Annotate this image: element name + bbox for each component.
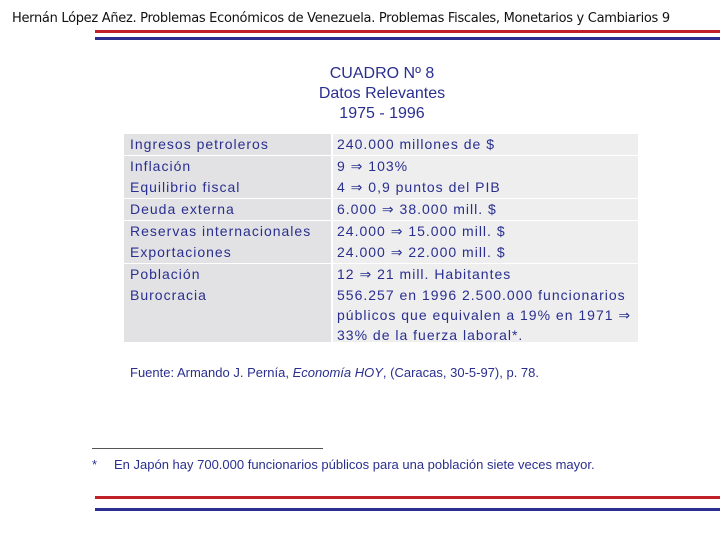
table-row (124, 156, 638, 177)
row-value: 240.000 millones de $ (333, 134, 638, 155)
source-prefix: Fuente: Armando J. Pernía, (130, 365, 293, 380)
header-rule-red (95, 30, 720, 33)
row-label: Ingresos petroleros (124, 134, 331, 155)
source-publication: Economía HOY (292, 365, 383, 380)
row-value: 24.000 ⇒ 15.000 mill. $ (333, 221, 638, 242)
data-table (124, 134, 638, 342)
table-row (124, 242, 638, 263)
row-value: 9 ⇒ 103% (333, 156, 638, 177)
row-label: Deuda externa (124, 199, 331, 220)
table-row (124, 177, 638, 198)
table-row (124, 134, 638, 155)
table-number: CUADRO Nº 8 (329, 65, 435, 82)
row-label: Inflación (124, 156, 331, 177)
row-label: Burocracia (124, 285, 331, 342)
row-label: Equilibrio fiscal (124, 177, 331, 198)
row-value: 6.000 ⇒ 38.000 mill. $ (333, 199, 638, 220)
row-value: 12 ⇒ 21 mill. Habitantes (333, 264, 638, 285)
table-title (282, 64, 482, 124)
row-label: Reservas internacionales (124, 221, 331, 242)
footnote-text: En Japón hay 700.000 funcionarios públicos para una población siete veces mayor. (114, 457, 595, 472)
source-citation (130, 365, 539, 380)
table-row (124, 264, 638, 285)
row-label: Población (124, 264, 331, 285)
source-suffix: , (Caracas, 30-5-97), p. 78. (382, 365, 539, 380)
footnote (92, 457, 595, 472)
footer-rule-blue (95, 508, 720, 511)
table-row (124, 221, 638, 242)
table-caption: Datos Relevantes (318, 85, 446, 102)
table-period: 1975 - 1996 (339, 105, 425, 122)
row-value: 24.000 ⇒ 22.000 mill. $ (333, 242, 638, 263)
row-value: 556.257 en 1996 2.500.000 funcionarios públicos que equivalen a 19% en 1971 ⇒ 33% de la fuerza laboral*. (333, 285, 638, 342)
header-rule-blue (95, 37, 720, 40)
row-label: Exportaciones (124, 242, 331, 263)
table-row (124, 285, 638, 342)
table-row (124, 199, 638, 220)
footer-rule-red (95, 496, 720, 499)
document-header: Hernán López Añez. Problemas Económicos de Venezuela. Problemas Fiscales, Monetarios y Cambiarios 9 (12, 11, 670, 26)
row-value: 4 ⇒ 0,9 puntos del PIB (333, 177, 638, 198)
footnote-rule (92, 448, 323, 449)
footnote-mark: * (92, 457, 98, 472)
